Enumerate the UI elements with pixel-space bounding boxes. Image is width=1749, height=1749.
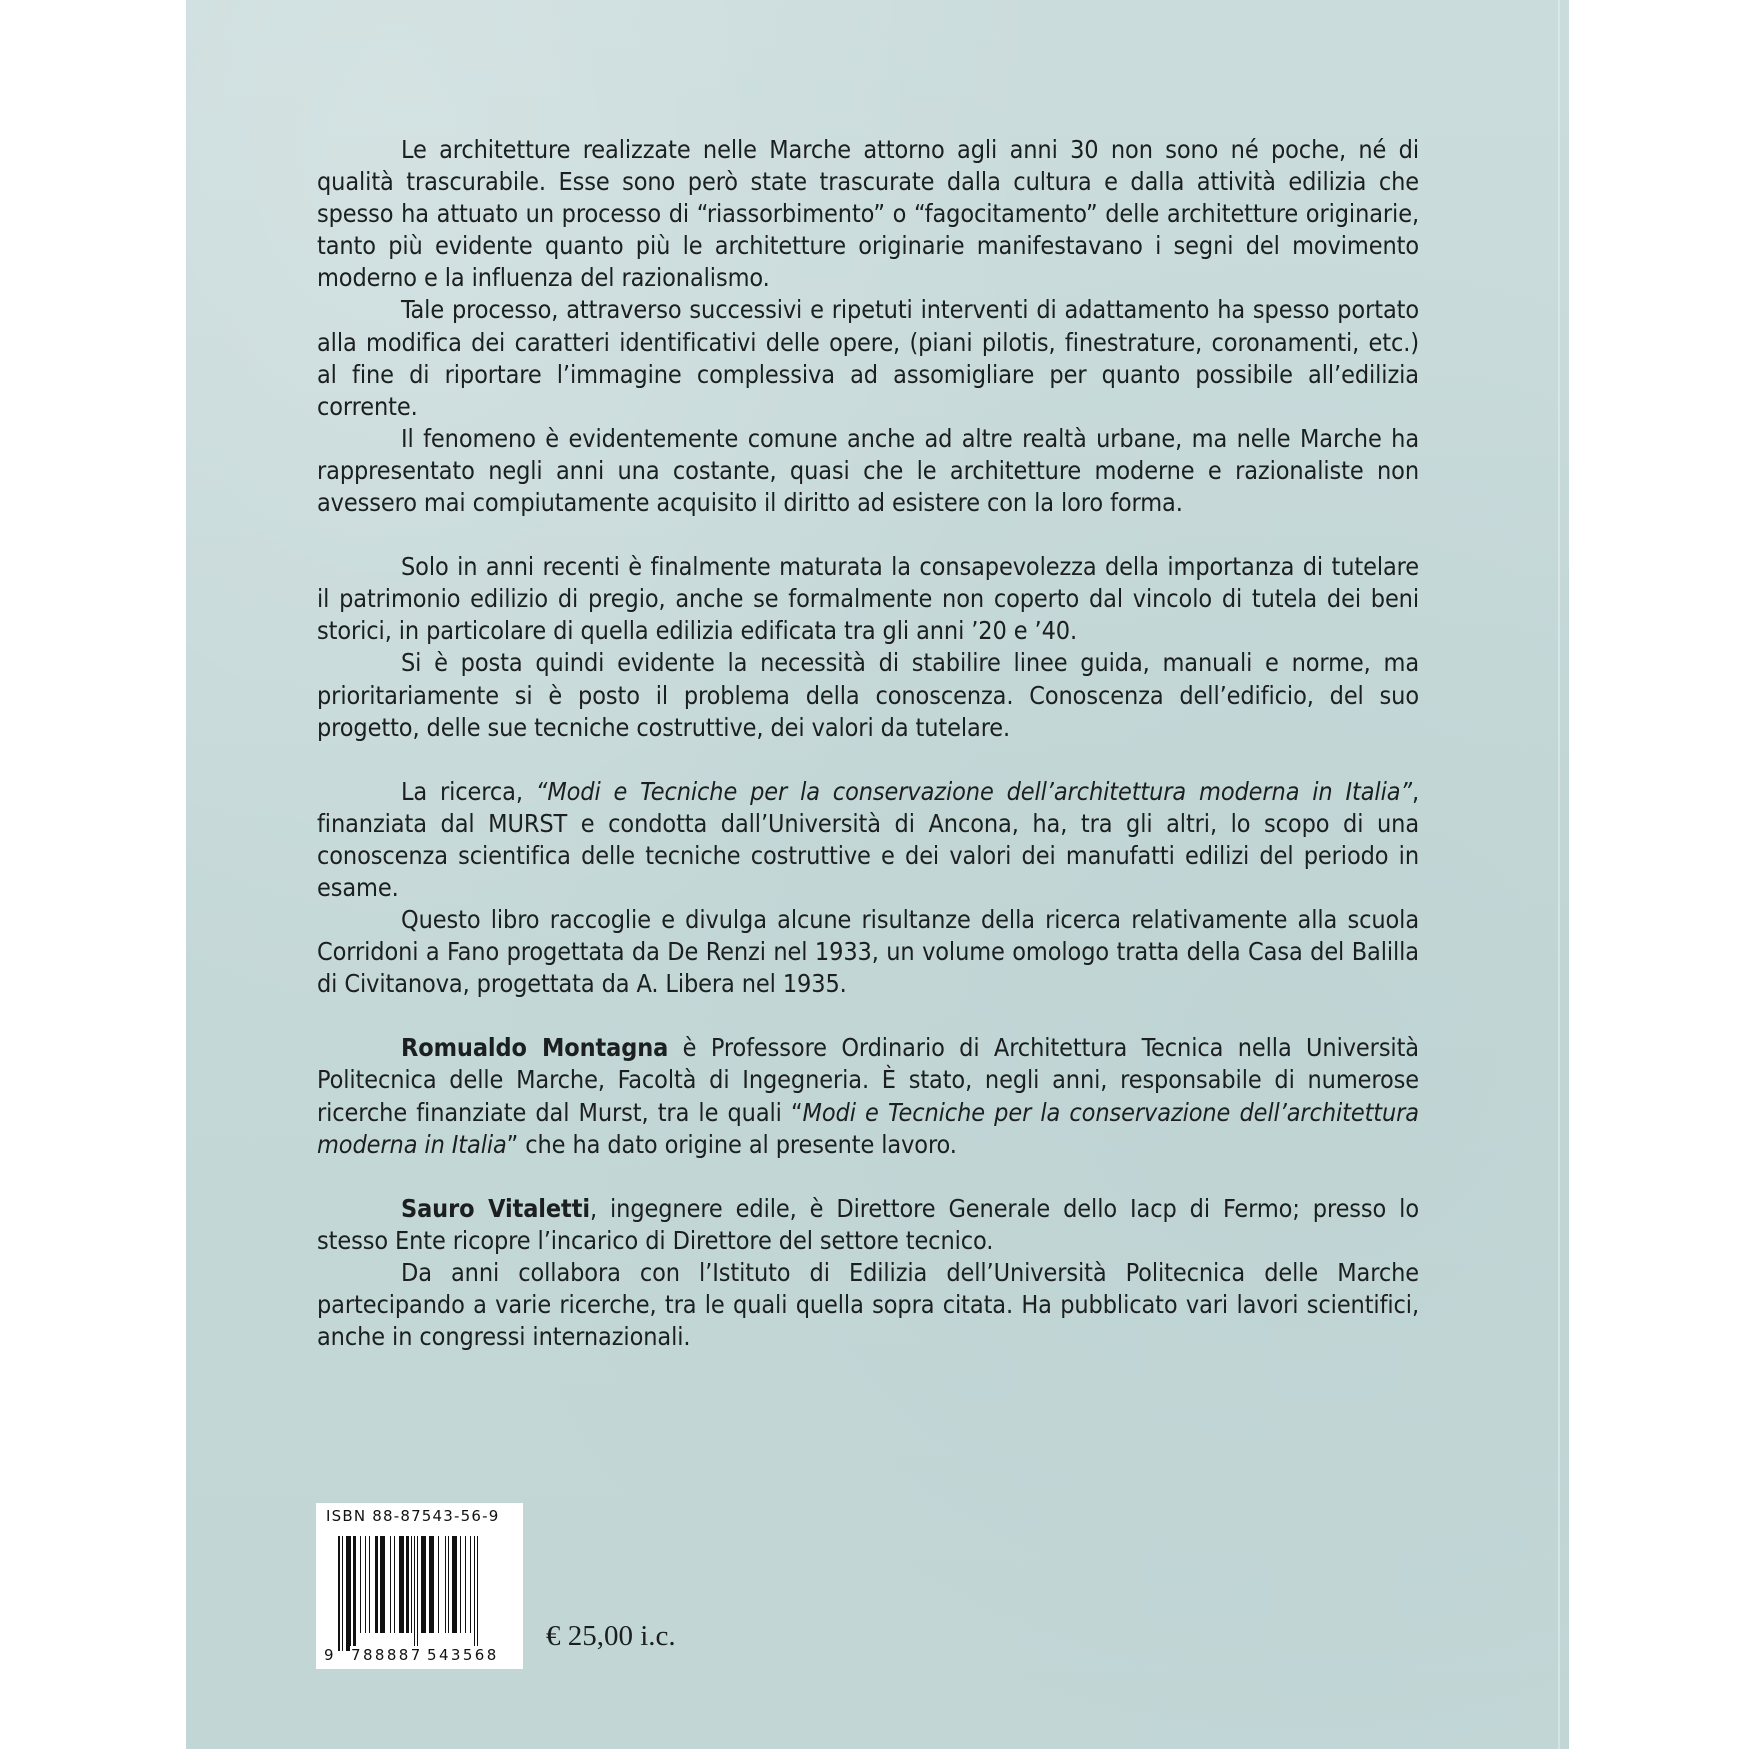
paragraph-5: Si è posta quindi evidente la necessità di stabilire linee guida, manuali e norme, ma prioritariamente si è posto il problema della conoscenza. Conoscenza dell’edificio, del suo progetto, delle sue tecniche costruttive, dei valori da tutelare.: [317, 648, 1419, 742]
author-bio-text: è Professore Ordinario di Architettura Tecnica nella Università Politecnica delle Marche, Facoltà di Ingegneria. È stato, negli anni, responsabile di numerose ricerche finanziate dal Murst, tra le quali “: [317, 1033, 1419, 1127]
author-bio-vitaletti: [317, 1193, 1419, 1257]
blurb-text: [317, 134, 1419, 1353]
research-title: “Modi e Tecniche per la conservazione dell’architettura moderna in Italia”: [535, 776, 1412, 806]
paragraph-7: Questo libro raccoglie e divulga alcune risultanze della ricerca relativamente alla scuola Corridoni a Fano progettata da De Renzi nel 1933, un volume omologo tratta della Casa del Balilla di Civitanova, progettata da A. Libera nel 1935.: [317, 905, 1419, 999]
ean-first-digit: 9: [324, 1646, 334, 1664]
paragraph-2: Tale processo, attraverso successivi e ripetuti interventi di adattamento ha spesso portato alla modifica dei caratteri identificativi delle opere, (piani pilotis, finestrature, coronamenti, etc.) al fine di riportare l’immagine complessiva ad assomigliare per quanto possibile all’edilizia corrente.: [317, 295, 1419, 421]
paragraph-6: [317, 776, 1419, 904]
isbn-number: ISBN 88-87543-56-9: [326, 1507, 500, 1525]
ean-left-digits: 788887: [351, 1646, 423, 1664]
author-bio-vitaletti-2: Da anni collabora con l’Istituto di Edilizia dell’Università Politecnica delle Marche partecipando a varie ricerche, tra le quali quella sopra citata. Ha pubblicato vari lavori scientifici, anche in congressi internazionali.: [317, 1257, 1419, 1352]
author-bio-text-end: ” che ha dato origine al presente lavoro.: [506, 1129, 957, 1159]
cover-edge-line: [1558, 0, 1560, 1749]
paragraph-4: Solo in anni recenti è finalmente maturata la consapevolezza della importanza di tutelare il patrimonio edilizio di pregio, anche se formalmente non coperto dal vincolo di tutela dei beni storici, in particolare di quella edilizia edificata tra gli anni ’20 e ’40.: [317, 552, 1419, 646]
author-name: Sauro Vitaletti: [401, 1193, 590, 1223]
isbn-barcode-label: [316, 1503, 523, 1669]
author-bio-montagna: [317, 1032, 1419, 1160]
author-bio-text: , ingegnere edile, è Direttore Generale dello Iacp di Fermo; presso lo stesso Ente ricopre l’incarico di Direttore del settore tecnico.: [317, 1193, 1419, 1255]
price-label: € 25,00 i.c.: [546, 1620, 676, 1652]
paragraph-3: Il fenomeno è evidentemente comune anche ad altre realtà urbane, ma nelle Marche ha rappresentato negli anni una costante, quasi che le architetture moderne e razionaliste non avessero mai compiutamente acquisito il diritto ad esistere con la loro forma.: [317, 423, 1419, 518]
author-name: Romualdo Montagna: [401, 1033, 669, 1063]
paragraph-1: Le architetture realizzate nelle Marche attorno agli anni 30 non sono né poche, né di qualità trascurabile. Esse sono però state trascurate dalla cultura e dalla attività edilizia che spesso ha attuato un processo di “riassorbimento” o “fagocitamento” delle architetture originarie, tanto più evidente quanto più le architetture originarie manifestavano i segni del movimento moderno e la influenza del razionalismo.: [317, 135, 1419, 293]
book-back-cover: [186, 0, 1569, 1749]
barcode-icon: [338, 1536, 506, 1651]
author-bio-title: Modi e Tecniche per la conservazione dell’architettura moderna in Italia: [317, 1097, 1419, 1159]
paragraph-6-suffix: , finanziata dal MURST e condotta dall’Università di Ancona, ha, tra gli altri, lo scopo di una conoscenza scientifica delle tecniche costruttive e dei valori dei manufatti edilizi del periodo in esame.: [317, 776, 1419, 902]
paragraph-6-prefix: La ricerca,: [401, 776, 536, 806]
ean-right-digits: 543568: [427, 1646, 499, 1664]
